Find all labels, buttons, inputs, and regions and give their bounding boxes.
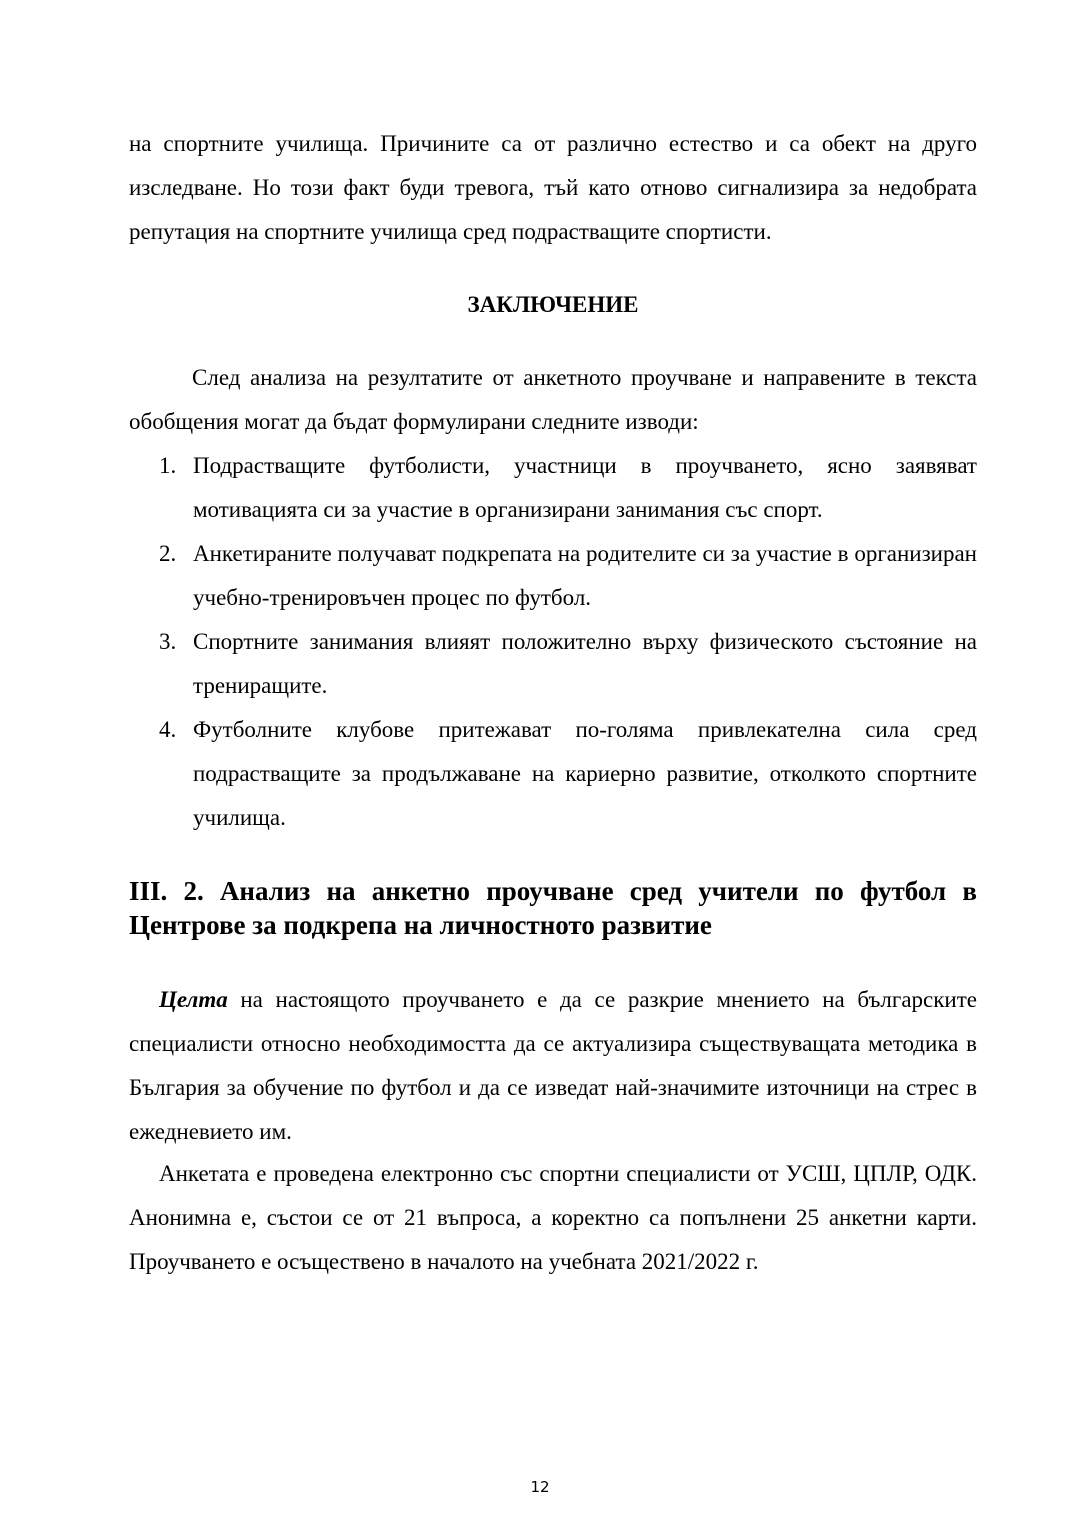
aim-paragraph <box>129 978 977 1154</box>
list-item <box>129 532 977 620</box>
list-item <box>129 444 977 532</box>
conclusion-heading: ЗАКЛЮЧЕНИЕ <box>467 292 639 317</box>
list-item-number: 2. <box>159 541 177 566</box>
page-number: 12 <box>530 1478 550 1496</box>
list-item-number: 3. <box>159 629 177 654</box>
list-item-text: Подрастващите футболисти, участници в проучването, ясно заявяват мотивацията си за участие в организирани занимания със спорт. <box>193 453 977 522</box>
list-item <box>129 620 977 708</box>
list-item-text: Футболните клубове притежават по-голяма привлекателна сила сред подрастващите за продължаване на кариерно развитие, отколкото спортните училища. <box>193 717 977 830</box>
list-item <box>129 708 977 840</box>
list-item-text: Анкетираните получават подкрепата на родителите си за участие в организиран учебно-тренировъчен процес по футбол. <box>193 541 977 610</box>
aim-text: на настоящото проучването е да се разкрие мнението на българските специалисти относно необходимостта да се актуализира съществуващата методика в България за обучение по футбол и да се изведат най-значимите източници на стрес в ежедневието им. <box>129 987 977 1144</box>
conclusion-intro: След анализа на резултатите от анкетното проучване и направените в текста обобщения могат да бъдат формулирани следните изводи: <box>129 365 977 434</box>
section-title: III. 2. Анализ на анкетно проучване сред учители по футбол в Центрове за подкрепа на личностното развитие <box>129 876 977 940</box>
list-item-text: Спортните занимания влияят положително върху физическото състояние на трениращите. <box>193 629 977 698</box>
paragraph-continuation: на спортните училища. Причините са от различно естество и са обект на друго изследване. Но този факт буди тревога, тъй като отново сигнализира за недобрата репутация на спортните училища сред подрастващите спортисти. <box>129 131 977 244</box>
method-paragraph: Анкетата е проведена електронно със спортни специалисти от УСШ, ЦПЛР, ОДК. Анонимна е, състои се от 21 въпроса, а коректно са попълнени 25 анкетни карти. Проучването е осъществено в началото на учебната 2021/2022 г. <box>129 1161 977 1274</box>
aim-label: Целта <box>159 987 228 1012</box>
conclusions-list <box>129 444 977 840</box>
list-item-number: 4. <box>159 717 177 742</box>
list-item-number: 1. <box>159 453 177 478</box>
